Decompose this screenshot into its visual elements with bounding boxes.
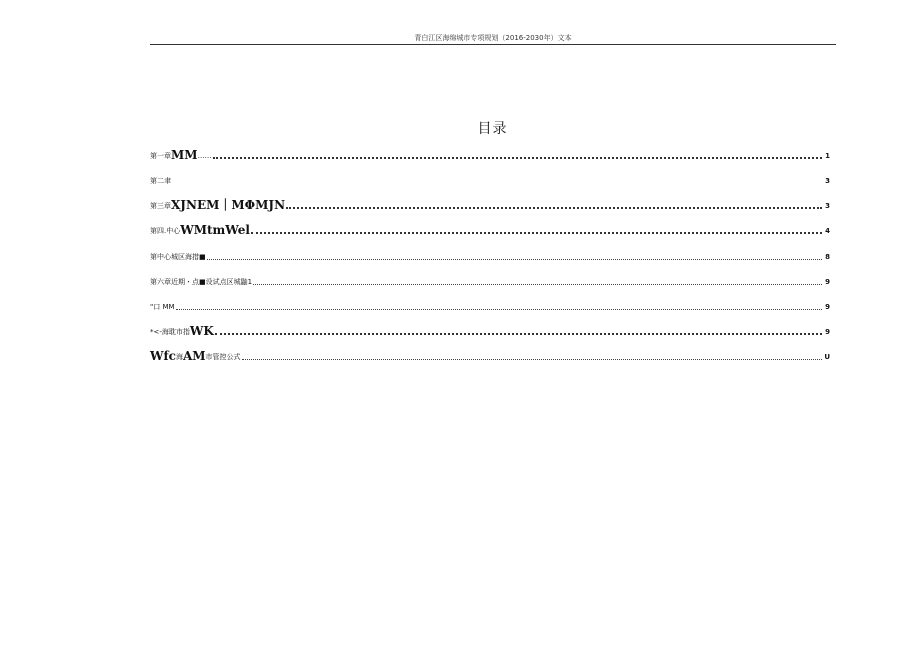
toc-entry-prefix: 第一章 — [150, 152, 171, 160]
toc-entry-prefix: 第二聿 — [150, 177, 171, 185]
toc-leader — [286, 207, 822, 209]
toc-entry[interactable] — [150, 172, 830, 186]
toc-entry-prefix: 第四.中心 — [150, 227, 181, 235]
toc-entry[interactable] — [150, 197, 830, 211]
toc-entry-mid: 海 — [175, 353, 183, 361]
toc-entry-label — [150, 224, 250, 236]
toc-page-number: 1 — [825, 152, 830, 160]
toc-entry-main2: AM — [182, 349, 206, 363]
toc-leader — [253, 284, 822, 285]
header-text: 青白江区海绵城市专项规划（2016-2030年）文本 — [414, 34, 572, 42]
toc-entry-main: XJNEM｜MΦMJN — [171, 198, 286, 212]
toc-entry[interactable] — [150, 248, 830, 262]
toc-page-number: 9 — [825, 328, 830, 336]
toc-title: 目录 — [477, 121, 508, 137]
toc-entry-prefix: 第三章 — [150, 202, 171, 210]
toc-entry[interactable] — [150, 348, 830, 362]
toc-page-number: 3 — [825, 202, 830, 210]
toc-page-number: 9 — [825, 303, 830, 311]
toc-entry-main: Wfc — [150, 349, 176, 363]
toc-leader — [176, 309, 822, 310]
toc-entry-label — [150, 325, 214, 337]
toc-entry[interactable] — [150, 323, 830, 337]
toc-page-number: 9 — [825, 278, 830, 286]
toc-entry-label — [150, 199, 285, 211]
toc-page-number: U — [824, 353, 830, 361]
toc-entry-prefix: 第六章近期・点■设试点区城鼬1 — [150, 278, 253, 286]
toc-entry[interactable] — [150, 298, 830, 312]
toc-entry[interactable] — [150, 273, 830, 287]
toc-entry-main: WMtmWel — [180, 223, 250, 237]
toc-page-number: 8 — [825, 253, 830, 261]
toc-entry-label — [150, 176, 171, 186]
toc-entry-main: MM — [171, 148, 198, 162]
toc-entry-label — [150, 302, 175, 312]
toc-entry-prefix: 第中心城区海措■ — [150, 253, 206, 261]
toc-entry[interactable] — [150, 222, 830, 236]
toc-page-number: 3 — [825, 177, 830, 185]
toc-leader — [242, 359, 822, 360]
toc-page-number: 4 — [825, 227, 830, 235]
toc-entry-suffix: 市管控公式 — [205, 353, 241, 361]
toc-entry-label — [150, 252, 206, 262]
toc-entry-label — [150, 149, 212, 161]
toc-entry-prefix: *<-海耽市指 — [150, 328, 190, 336]
toc-leader — [251, 232, 822, 234]
toc-entry-main: WK — [189, 324, 214, 338]
toc-entry-label — [150, 350, 241, 362]
toc-entry-prefix: "口 MM — [150, 303, 175, 311]
toc-entry[interactable] — [150, 147, 830, 161]
toc-leader — [215, 333, 822, 335]
toc-leader — [213, 157, 822, 159]
toc-entry-label — [150, 277, 252, 287]
page-header — [150, 32, 836, 45]
toc-leader — [207, 259, 822, 260]
toc-entry-tail: …… — [197, 152, 212, 160]
